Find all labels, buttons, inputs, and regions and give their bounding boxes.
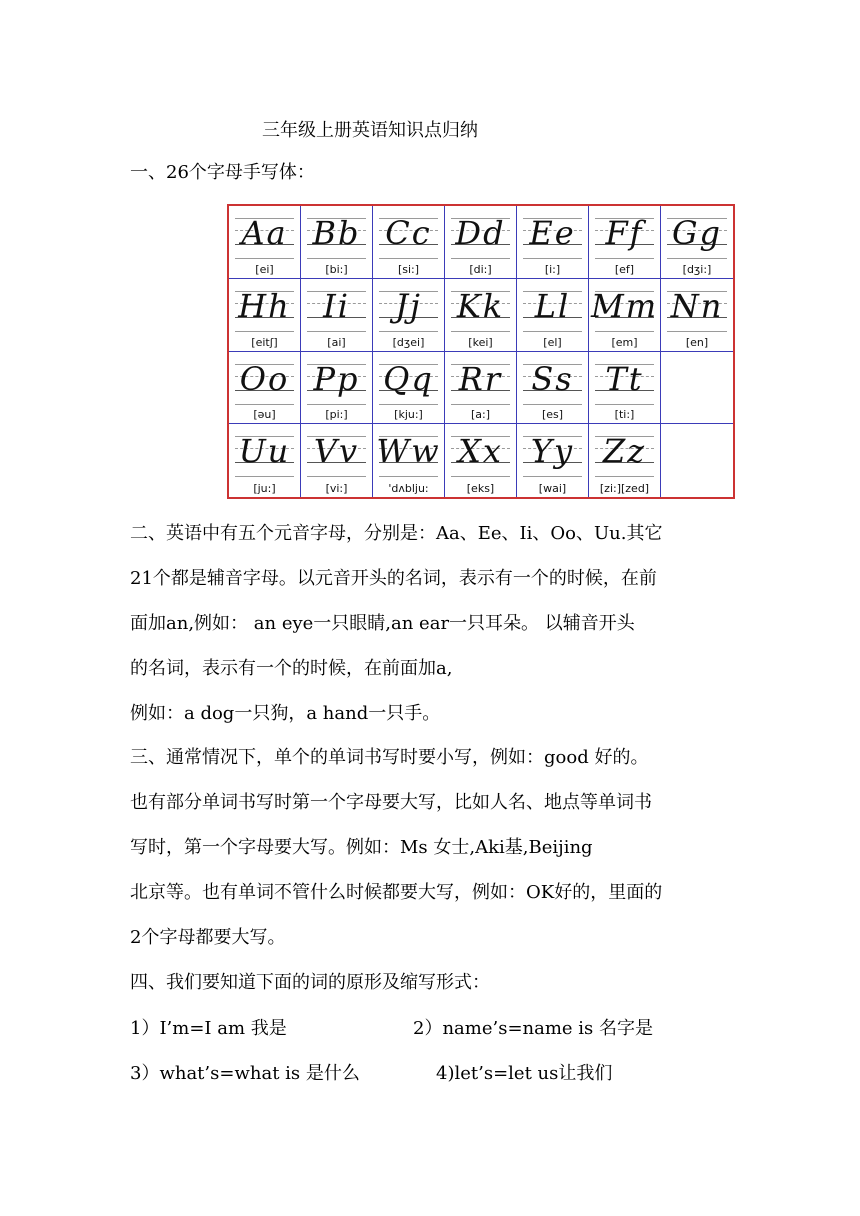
phonetic-label: [wai] xyxy=(538,482,567,495)
alphabet-cell xyxy=(301,352,373,425)
alphabet-cell xyxy=(301,424,373,497)
alphabet-cell xyxy=(229,424,301,497)
phonetic-label: [es] xyxy=(541,408,564,422)
letter-pair: Gg xyxy=(671,214,723,252)
text-line: 的名词，表示有一个的时候，在前面加a, xyxy=(130,658,453,679)
alphabet-cell xyxy=(661,424,733,497)
phonetic-label: [si:] xyxy=(397,262,420,276)
phonetic-label: [ju:] xyxy=(253,482,276,495)
alphabet-cell xyxy=(589,279,661,352)
phonetic-label: [ai] xyxy=(327,335,346,349)
alphabet-cell xyxy=(229,279,301,352)
alphabet-cell xyxy=(373,424,445,497)
letter-pair: Cc xyxy=(385,214,432,252)
letter-pair: Ii xyxy=(323,286,350,325)
phonetic-label: [em] xyxy=(611,335,638,349)
letter-pair: Xx xyxy=(458,432,503,471)
phonetic-label: [əu] xyxy=(253,408,276,422)
alphabet-chart xyxy=(227,204,735,499)
contraction-item: 4)let’s=let us让我们 xyxy=(436,1063,613,1084)
alphabet-cell xyxy=(445,352,517,425)
phonetic-label: [di:] xyxy=(469,262,492,276)
alphabet-cell xyxy=(589,206,661,279)
letter-pair: Hh xyxy=(238,286,291,325)
text-line: 例如：a dog一只狗，a hand一只手。 xyxy=(130,703,441,724)
phonetic-label: [zi:][zed] xyxy=(599,482,650,495)
phonetic-label: [ei] xyxy=(255,262,274,276)
text-line: 三、通常情况下，单个的单词书写时要小写，例如：good 好的。 xyxy=(130,747,649,768)
alphabet-cell xyxy=(517,279,589,352)
alphabet-cell xyxy=(229,352,301,425)
alphabet-cell xyxy=(661,352,733,425)
text-line: 2个字母都要大写。 xyxy=(130,927,286,948)
letter-pair: Vv xyxy=(313,432,360,471)
alphabet-cell xyxy=(445,206,517,279)
alphabet-cell xyxy=(445,279,517,352)
phonetic-label: [kei] xyxy=(468,335,493,349)
alphabet-cell xyxy=(229,206,301,279)
section-heading-alphabet: 一、26个字母手写体： xyxy=(130,162,315,183)
letter-pair: Dd xyxy=(455,214,506,252)
alphabet-cell xyxy=(445,424,517,497)
phonetic-label: [dʒi:] xyxy=(682,262,712,276)
letter-pair: Kk xyxy=(456,286,505,325)
letter-pair: Tt xyxy=(605,359,644,398)
letter-pair: Ee xyxy=(529,214,576,252)
alphabet-cell xyxy=(373,279,445,352)
letter-pair: Aa xyxy=(241,214,288,252)
phonetic-label: [eks] xyxy=(466,482,495,495)
alphabet-cell xyxy=(301,206,373,279)
letter-pair: Ww xyxy=(376,432,441,471)
phonetic-label: [eitʃ] xyxy=(251,335,278,349)
letter-pair: Ll xyxy=(534,286,571,325)
letter-pair: Jj xyxy=(395,286,422,325)
phonetic-label: 'dʌblju: xyxy=(388,482,429,495)
letter-pair: Qq xyxy=(383,359,434,398)
contraction-item: 2）name’s=name is 名字是 xyxy=(413,1018,654,1039)
text-line: 写时，第一个字母要大写。例如：Ms 女士,Aki基,Beijing xyxy=(130,837,593,858)
phonetic-label: [ti:] xyxy=(614,408,635,422)
alphabet-cell xyxy=(589,424,661,497)
contraction-item: 3）what’s=what is 是什么 xyxy=(130,1063,360,1084)
letter-pair: Ff xyxy=(605,214,644,252)
phonetic-label: [bi:] xyxy=(325,262,348,276)
phonetic-label: [i:] xyxy=(544,262,561,276)
letter-pair: Yy xyxy=(530,432,575,471)
letter-pair: Rr xyxy=(458,359,503,398)
alphabet-cell xyxy=(661,206,733,279)
text-line: 也有部分单词书写时第一个字母要大写，比如人名、地点等单词书 xyxy=(130,792,652,813)
phonetic-label: [pi:] xyxy=(325,408,348,422)
letter-pair: Ss xyxy=(531,359,574,398)
phonetic-label: [a:] xyxy=(470,408,491,422)
alphabet-cell xyxy=(589,352,661,425)
alphabet-cell xyxy=(661,279,733,352)
alphabet-cell xyxy=(517,424,589,497)
alphabet-cell xyxy=(517,206,589,279)
phonetic-label: [el] xyxy=(543,335,562,349)
alphabet-cell xyxy=(373,206,445,279)
phonetic-label: [dʒei] xyxy=(392,335,425,349)
phonetic-label: [kju:] xyxy=(394,408,423,422)
alphabet-grid xyxy=(229,206,733,497)
letter-pair: Oo xyxy=(239,359,290,398)
contraction-item: 1）I’m=I am 我是 xyxy=(130,1018,287,1039)
text-line: 21个都是辅音字母。以元音开头的名词，表示有一个的时候，在前 xyxy=(130,568,657,589)
letter-pair: Pp xyxy=(313,359,360,398)
alphabet-cell xyxy=(301,279,373,352)
phonetic-label: [ef] xyxy=(614,262,635,276)
letter-pair: Zz xyxy=(602,432,647,471)
text-line: 面加an,例如： an eye一只眼睛,an ear一只耳朵。 以辅音开头 xyxy=(130,613,635,634)
letter-pair: Bb xyxy=(312,214,361,252)
alphabet-cell xyxy=(517,352,589,425)
letter-pair: Uu xyxy=(238,432,291,471)
page-title: 三年级上册英语知识点归纳 xyxy=(262,120,478,141)
alphabet-cell xyxy=(373,352,445,425)
text-line: 北京等。也有单词不管什么时候都要大写，例如：OK好的，里面的 xyxy=(130,882,663,903)
text-line: 四、我们要知道下面的词的原形及缩写形式： xyxy=(130,972,490,993)
text-line: 二、英语中有五个元音字母，分别是：Aa、Ee、Ii、Oo、Uu.其它 xyxy=(130,523,663,544)
letter-pair: Mm xyxy=(590,286,659,325)
phonetic-label: [en] xyxy=(685,335,709,349)
phonetic-label: [vi:] xyxy=(325,482,348,495)
letter-pair: Nn xyxy=(670,286,724,325)
